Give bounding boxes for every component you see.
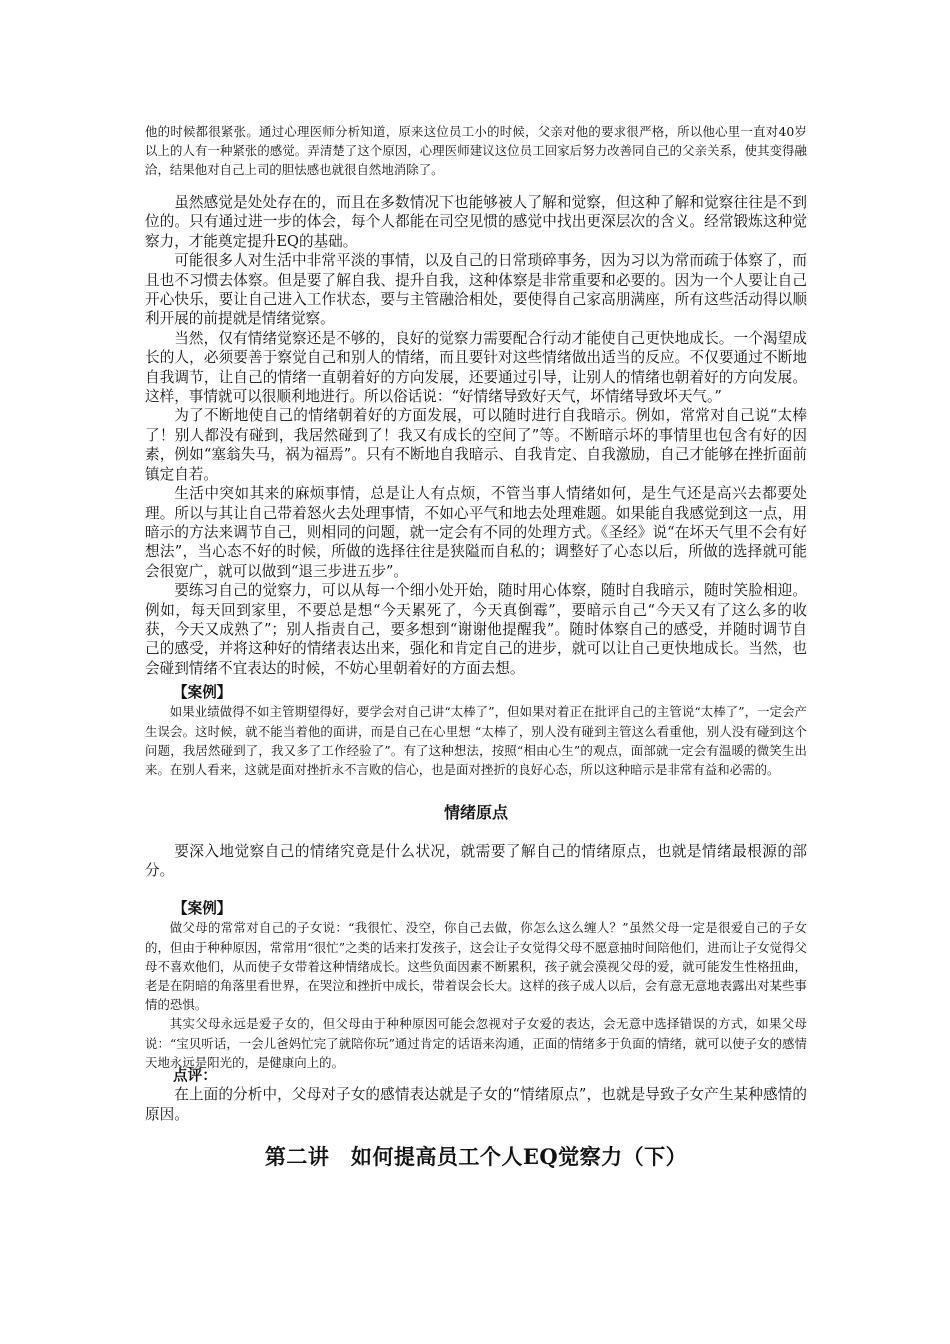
body-paragraph-4: 为了不断地使自己的情绪朝着好的方面发展，可以随时进行自我暗示。例如，常常对自己说“太棒了！别人都没有碰到，我居然碰到了！我又有成长的空间了”等。不断暗示坏的事情里也包含有好的因素，例如“塞翁失马，祸为福焉”。只有不断地自我暗示、自我肯定、自我激励，自己才能够在挫折面前镇定自若。 xyxy=(145,407,807,483)
case-two-paragraph-2: 其实父母永远是爱子女的，但父母由于种种原因可能会忽视对子女爱的表达，会无意中选择错误的方式，如果父母说：“宝贝听话，一会儿爸妈忙完了就陪你玩”通过肯定的话语来沟通，正面的情绪多于负面的情绪，就可以使子女的感情天地永远是阳光的，是健康向上的。 xyxy=(145,1016,807,1070)
section-heading: 情绪原点 xyxy=(443,803,508,822)
top-paragraph-text: 他的时候都很紧张。通过心理医师分析知道，原来这位员工小的时候，父亲对他的要求很严格，所以他心里一直对40岁以上的人有一种紧张的感觉。弄清楚了这个原因，心理医师建议这位员工回家后努力改善同自己的父亲关系，使其变得融洽，结果他对自己上司的胆怯感也就很自然地消除了。 xyxy=(145,124,807,178)
case-one-label: 【案例】 xyxy=(173,684,232,701)
comment-label: 点评： xyxy=(173,1067,217,1084)
case-two-paragraph-1: 做父母的常常对自己的子女说：“我很忙、没空，你自己去做，你怎么这么缠人？”虽然父母一定是很爱自己的子女的，但由于种种原因，常常用“很忙”之类的话来打发孩子，这会让子女觉得父母不愿意抽时间陪他们，进而让子女觉得父母不喜欢他们，从而使子女带着这种情绪成长。这些负面因素不断累积，孩子就会漠视父母的爱，就可能发生性格扭曲，老是在阴暗的角落里看世界，在哭泣和挫折中成长，带着误会长大。这样的孩子成人以后，会有意无意地表露出对某些事情的恐惧。 xyxy=(145,920,807,1013)
lecture-title: 第二讲 如何提高员工个人EQ觉察力（下） xyxy=(264,1144,688,1169)
comment-text: 在上面的分析中，父母对子女的感情表达就是子女的“情绪原点”，也就是导致子女产生某种感情的原因。 xyxy=(145,1086,807,1123)
case-two xyxy=(145,899,807,1072)
body-paragraph-2: 可能很多人对生活中非常平淡的事情，以及自己的日常琐碎事务，因为习以为常而疏于体察了，而且也不习惯去体察。但是要了解自我、提升自我，这种体察是非常重要和必要的。因为一个人要让自己开心快乐，要让自己进入工作状态，要与主管融洽相处，要使得自己家高朋满座，所有这些活动得以顺利开展的前提就是情绪觉察。 xyxy=(145,252,807,328)
top-paragraph xyxy=(145,122,807,180)
section-intro-text: 要深入地觉察自己的情绪究竟是什么状况，就需要了解自己的情绪原点，也就是情绪最根源的部分。 xyxy=(145,843,807,880)
body-paragraph-6: 要练习自己的觉察力，可以从每一个细小处开始，随时用心体察，随时自我暗示，随时笑脸相迎。例如，每天回到家里，不要总是想“今天累死了，今天真倒霉”，要暗示自己“今天又有了这么多的收获，今天又成熟了”；别人指责自己，要多想到“谢谢他提醒我”。随时体察自己的感受，并随时调节自己的感受，并将这种好的情绪表达出来，强化和肯定自己的进步，就可以让自己更快地成长。当然，也会碰到情绪不宜表达的时候，不妨心里朝着好的方面去想。 xyxy=(145,582,807,677)
body-paragraph-3: 当然，仅有情绪觉察还是不够的，良好的觉察力需要配合行动才能使自己更快地成长。一个渴望成长的人，必须要善于察觉自己和别人的情绪，而且要针对这些情绪做出适当的反应。不仅要通过不断地自我调节，让自己的情绪一直朝着好的方向发展，还要通过引导，让别人的情绪也朝着好的方向发展。这样，事情就可以很顺利地进行。所以俗话说：“好情绪导致好天气，坏情绪导致坏天气。” xyxy=(145,329,807,406)
comment xyxy=(145,1066,807,1124)
section-intro xyxy=(145,842,807,881)
case-two-label: 【案例】 xyxy=(173,900,232,917)
body-paragraph-5: 生活中突如其来的麻烦事情，总是让人有点烦，不管当事人情绪如何，是生气还是高兴去都要处理。所以与其让自己带着怒火去处理事情，不如心平气和地去处理难题。如果能自我感觉到这一点，用暗示的方法来调节自己，则相同的问题，就一定会有不同的处理方式。《圣经》说“在坏天气里不会有好想法”，当心态不好的时候，所做的选择往往是狭隘而自私的；调整好了心态以后，所做的选择就可能会很宽广，就可以做到“退三步进五步”。 xyxy=(145,485,807,580)
case-one-text: 如果业绩做得不如主管期望得好，要学会对自己讲“太棒了”，但如果对着正在批评自己的主管说“太棒了”，一定会产生误会。这时候，就不能当着他的面讲，而是自己在心里想 “太棒了，别人没有碰到主管这么看重他，别人没有碰到这个问题，我居然碰到了，我又多了工作经验了”。有了这种想法，按照“相由心生”的观点，面部就一定会有温暖的微笑生出来。在别人看来，这就是面对挫折永不言败的信心，也是面对挫折的良好心态，所以这种暗示是非常有益和必需的。 xyxy=(145,704,807,778)
case-one xyxy=(145,683,807,779)
body-paragraph-1: 虽然感觉是处处存在的，而且在多数情况下也能够被人了解和觉察，但这种了解和觉察往往是不到位的。只有通过进一步的体会，每个人都能在司空见惯的感觉中找出更深层次的含义。经常锻炼这种觉察力，才能奠定提升EQ的基础。 xyxy=(145,194,807,250)
main-body xyxy=(145,193,807,678)
